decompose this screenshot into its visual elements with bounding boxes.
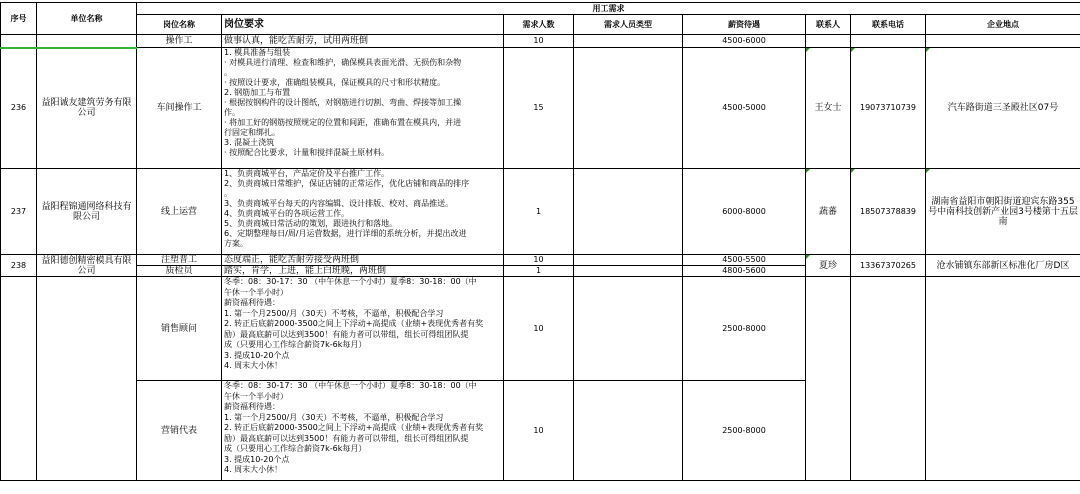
count-cell: 1 xyxy=(504,169,574,255)
contact-cell: 夏珍 xyxy=(806,255,851,277)
header-group: 用工需求 xyxy=(137,3,1080,15)
header-seq: 序号 xyxy=(1,3,37,35)
address-cell: 汽车路街道三圣殿社区07号 xyxy=(926,48,1080,169)
phone-cell xyxy=(851,277,926,481)
requirement-cell: 踏实，肯学，上进，能上白班晚，两班倒 xyxy=(222,266,504,277)
position-cell: 注塑普工 xyxy=(137,255,222,266)
company-cell: 益阳德创精密模具有限公司 xyxy=(37,255,137,277)
position-cell: 营销代表 xyxy=(137,381,222,481)
requirement-cell: 态度端正，能吃苦耐劳接受两班倒 xyxy=(222,255,504,266)
seq-cell: 237 xyxy=(1,169,37,255)
contact-cell xyxy=(806,277,851,481)
table-row xyxy=(1,255,1080,266)
requirement-cell: 做事认真，能吃苦耐劳，试用两班倒 xyxy=(222,35,504,48)
address-cell: 湖南省益阳市朝阳街道迎宾东路355号中南科技创新产业园3号楼第十五层南 xyxy=(926,169,1080,255)
seq-cell: 238 xyxy=(1,255,37,277)
table-row xyxy=(1,48,1080,169)
salary-cell: 2500-8000 xyxy=(683,277,806,381)
requirement-cell: 冬季：08：30-17：30 （中午休息一个小时）夏季8：30-18：00（中 午休一个半小时） 薪资福利待遇： 1. 第一个月2500/月（30天）不考核，不逼单，积极配合学习 2. 转正后底薪2000-3500之间上下浮动+高提成（业绩+表现优秀者有奖 励）最高底薪可以达到3500！有能力者可以带组，组长可得组团队提 成（只要用心工作综合薪资7k-6k每月） 3. 提成10-20个点 4. 周末大小休！ xyxy=(222,277,504,381)
requirement-cell: 1. 模具准备与组装 · 对模具进行清理、检查和维护，确保模具表面光滑、无损伤和杂物 。 · 按照设计要求，准确组装模具，保证模具的尺寸和形状精度。 2. 钢筋加工与布置 · 根据按钢构件的设计图纸，对钢筋进行切割、弯曲、焊接等加工操 作。 · 将加工好的钢筋按照规定的位置和间距，准确布置在模具内，并进 行固定和绑扎。 3. 混凝土浇筑 · 按照配合比要求，计量和搅拌混凝土原材料。 xyxy=(222,48,504,169)
company-cell xyxy=(37,277,137,481)
position-cell: 质检员 xyxy=(137,266,222,277)
type-cell xyxy=(574,381,683,481)
contact-cell xyxy=(806,35,851,48)
requirement-cell: 冬季：08：30-17：30 （中午休息一个小时）夏季8：30-18：00（中 午休一个半小时） 薪资福利待遇： 1. 第一个月2500/月（30天）不考核，不逼单，积极配合学习 2. 转正后底薪2000-3500之间上下浮动+高提成（业绩+表现优秀者有奖 励）最高底薪可以达到3500！有能力者可以带组，组长可得组团队提 成（只要用心工作综合薪资7k-6k每月） 3. 提成10-20个点 4. 周末大小休！ xyxy=(222,381,504,481)
type-cell xyxy=(574,169,683,255)
table-row xyxy=(1,169,1080,255)
count-cell: 10 xyxy=(504,35,574,48)
header-salary: 薪资待遇 xyxy=(683,15,806,35)
contact-cell: 王女士 xyxy=(806,48,851,169)
count-cell: 10 xyxy=(504,277,574,381)
company-cell: 益阳诚友建筑劳务有限公司 xyxy=(37,48,137,169)
address-cell xyxy=(926,277,1080,481)
phone-cell: 13367370265 xyxy=(851,255,926,277)
type-cell xyxy=(574,266,683,277)
company-cell xyxy=(37,35,137,48)
position-cell: 车间操作工 xyxy=(137,48,222,169)
header-phone: 联系电话 xyxy=(851,15,926,35)
address-cell xyxy=(926,35,1080,48)
salary-cell: 4500-5000 xyxy=(683,48,806,169)
position-cell: 操作工 xyxy=(137,35,222,48)
address-cell: 沧水铺镇东部新区标准化厂房D区 xyxy=(926,255,1080,277)
salary-cell: 2500-8000 xyxy=(683,381,806,481)
header-company: 单位名称 xyxy=(37,3,137,35)
seq-cell: 236 xyxy=(1,48,37,169)
phone-cell xyxy=(851,35,926,48)
type-cell xyxy=(574,35,683,48)
count-cell: 10 xyxy=(504,255,574,266)
seq-cell xyxy=(1,277,37,481)
position-cell: 线上运营 xyxy=(137,169,222,255)
header-type: 需求人员类型 xyxy=(574,15,683,35)
recruitment-table xyxy=(0,2,1080,481)
header-position: 岗位名称 xyxy=(137,15,222,35)
header-address: 企业地点 xyxy=(926,15,1080,35)
salary-cell: 4500-6000 xyxy=(683,35,806,48)
count-cell: 1 xyxy=(504,266,574,277)
table-row xyxy=(1,35,1080,48)
table-row xyxy=(1,277,1080,381)
salary-cell: 4500-5500 xyxy=(683,255,806,266)
position-cell: 销售顾问 xyxy=(137,277,222,381)
type-cell xyxy=(574,255,683,266)
requirement-cell: 1、负责商城平台，产品定价及平台推广工作。 2、负责商城日常维护，保证店铺的正常运作，优化店铺和商品的排序 。 3、负责商城平台每天的内容编辑、设计排版、校对、商品推送。 4、负责商城平台的各项运营工作。 5、负责商城日常活动的策划，跟进执行和落地。 6、定期整理每日/周/月运营数据，进行详细的系统分析，并提出改进 方案。 xyxy=(222,169,504,255)
salary-cell: 4800-5600 xyxy=(683,266,806,277)
phone-cell: 19073710739 xyxy=(851,48,926,169)
salary-cell: 6000-8000 xyxy=(683,169,806,255)
phone-cell: 18507378839 xyxy=(851,169,926,255)
contact-cell: 蔬蕃 xyxy=(806,169,851,255)
header-requirement: 岗位要求 xyxy=(222,15,504,35)
type-cell xyxy=(574,277,683,381)
company-cell: 益阳程锦通网络科技有限公司 xyxy=(37,169,137,255)
type-cell xyxy=(574,48,683,169)
count-cell: 10 xyxy=(504,381,574,481)
seq-cell xyxy=(1,35,37,48)
header-contact: 联系人 xyxy=(806,15,851,35)
header-count: 需求人数 xyxy=(504,15,574,35)
count-cell: 15 xyxy=(504,48,574,169)
